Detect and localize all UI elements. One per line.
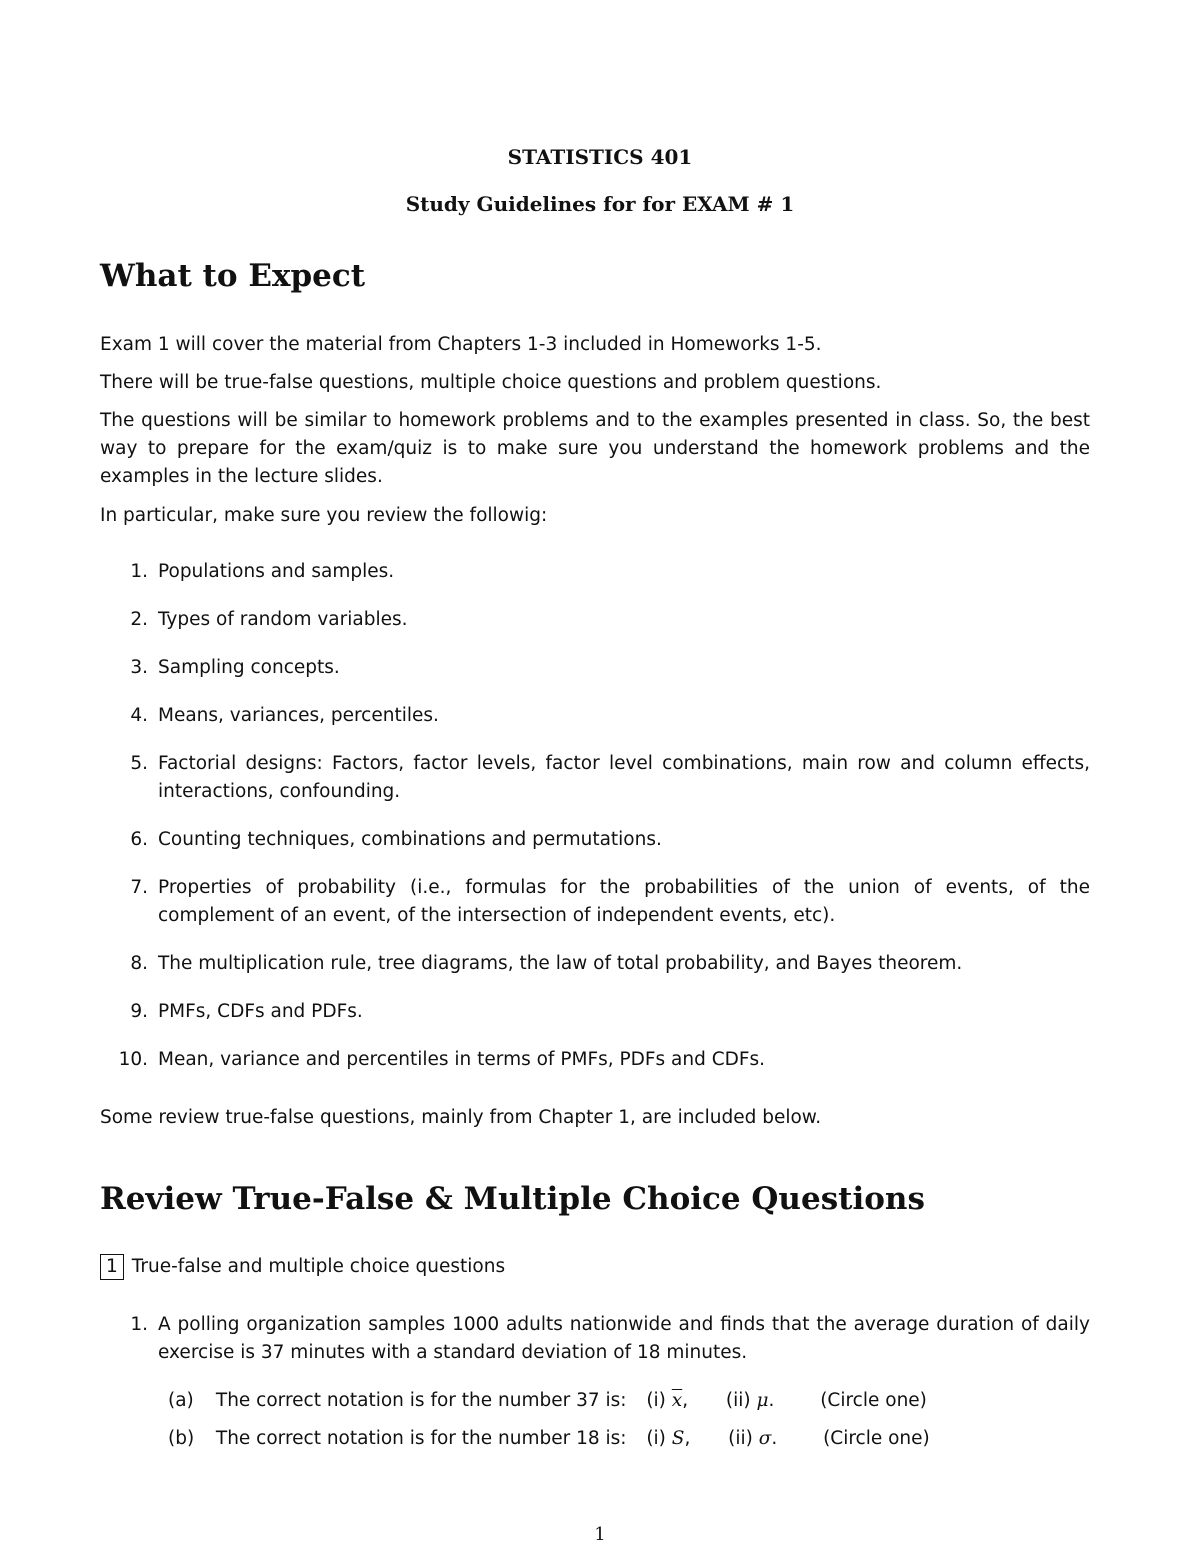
option-prefix: (ii): [728, 1428, 753, 1449]
option-prefix: (i): [646, 1428, 666, 1449]
part-text: The correct notation is for the number 18 is:: [215, 1428, 627, 1449]
list-text: Properties of probability (i.e., formulas for the probabilities of the union of events, of the complement of an event, of the intersection of independent events, etc).: [158, 877, 1090, 926]
option-prefix: (ii): [725, 1390, 751, 1411]
part-label: (b): [168, 1428, 195, 1449]
question-text: A polling organization samples 1000 adults nationwide and finds that the average duration of daily exercise is 37 minutes with a standard deviation of 18 minutes.: [158, 1314, 1090, 1363]
exam-subtitle: Study Guidelines for for EXAM # 1: [405, 192, 795, 216]
intro-paragraph-4: In particular, make sure you review the followig:: [100, 505, 548, 526]
list-number: 6.: [130, 829, 148, 850]
page-number: 1: [594, 1524, 606, 1545]
question-number: 1.: [130, 1314, 148, 1335]
section-label-text: True-false and multiple choice questions: [131, 1256, 506, 1277]
option-suffix: ,: [682, 1390, 689, 1411]
closing-paragraph: Some review true-false questions, mainly from Chapter 1, are included below.: [100, 1107, 822, 1128]
list-number: 7.: [130, 877, 148, 898]
option-suffix: ,: [684, 1428, 691, 1449]
list-text: PMFs, CDFs and PDFs.: [158, 1001, 363, 1022]
what-to-expect-heading: What to Expect: [100, 258, 366, 294]
review-section-label: [100, 1253, 1090, 1281]
review-heading: Review True-False & Multiple Choice Questions: [100, 1181, 925, 1217]
circle-one-note: (Circle one): [823, 1428, 930, 1449]
list-text: Means, variances, percentiles.: [158, 705, 439, 726]
question-part-b: [168, 1425, 930, 1453]
list-text: The multiplication rule, tree diagrams, the law of total probability, and Bayes theorem.: [158, 953, 963, 974]
circle-one-note: (Circle one): [820, 1390, 927, 1411]
list-text: Sampling concepts.: [158, 657, 340, 678]
list-number: 9.: [130, 1001, 148, 1022]
part-label: (a): [168, 1390, 194, 1411]
list-number: 5.: [130, 753, 148, 774]
list-number: 1.: [130, 561, 148, 582]
list-number: 4.: [130, 705, 148, 726]
intro-paragraph-3: The questions will be similar to homework problems and to the examples presented in class. So, the best way to prepare for the exam/quiz is to make sure you understand the homework problems and the examples in the lecture slides.: [100, 410, 1090, 487]
list-number: 10.: [118, 1049, 148, 1070]
list-text: Mean, variance and percentiles in terms of PMFs, PDFs and CDFs.: [158, 1049, 766, 1070]
list-number: 3.: [130, 657, 148, 678]
list-number: 2.: [130, 609, 148, 630]
boxed-section-number: 1: [100, 1254, 124, 1280]
list-text: Types of random variables.: [158, 609, 408, 630]
s-symbol: S: [671, 1428, 685, 1449]
question-part-a: [168, 1387, 927, 1415]
x-bar-symbol: $\overline{x}$: [671, 1390, 683, 1411]
intro-paragraph-1: Exam 1 will cover the material from Chapters 1-3 included in Homeworks 1-5.: [100, 334, 822, 355]
sigma-symbol: σ: [758, 1428, 772, 1449]
option-suffix: .: [771, 1428, 778, 1449]
list-text: Populations and samples.: [158, 561, 395, 582]
option-suffix: .: [768, 1390, 775, 1411]
list-text: Counting techniques, combinations and permutations.: [158, 829, 662, 850]
list-text: Factorial designs: Factors, factor levels, factor level combinations, main row and column effects, interactions, confounding.: [158, 753, 1090, 802]
intro-paragraph-2: There will be true-false questions, multiple choice questions and problem questions.: [100, 372, 882, 393]
part-text: The correct notation is for the number 37 is:: [215, 1390, 627, 1411]
list-number: 8.: [130, 953, 148, 974]
mu-symbol: μ: [756, 1390, 769, 1411]
course-title: STATISTICS 401: [507, 145, 693, 169]
option-prefix: (i): [646, 1390, 666, 1411]
